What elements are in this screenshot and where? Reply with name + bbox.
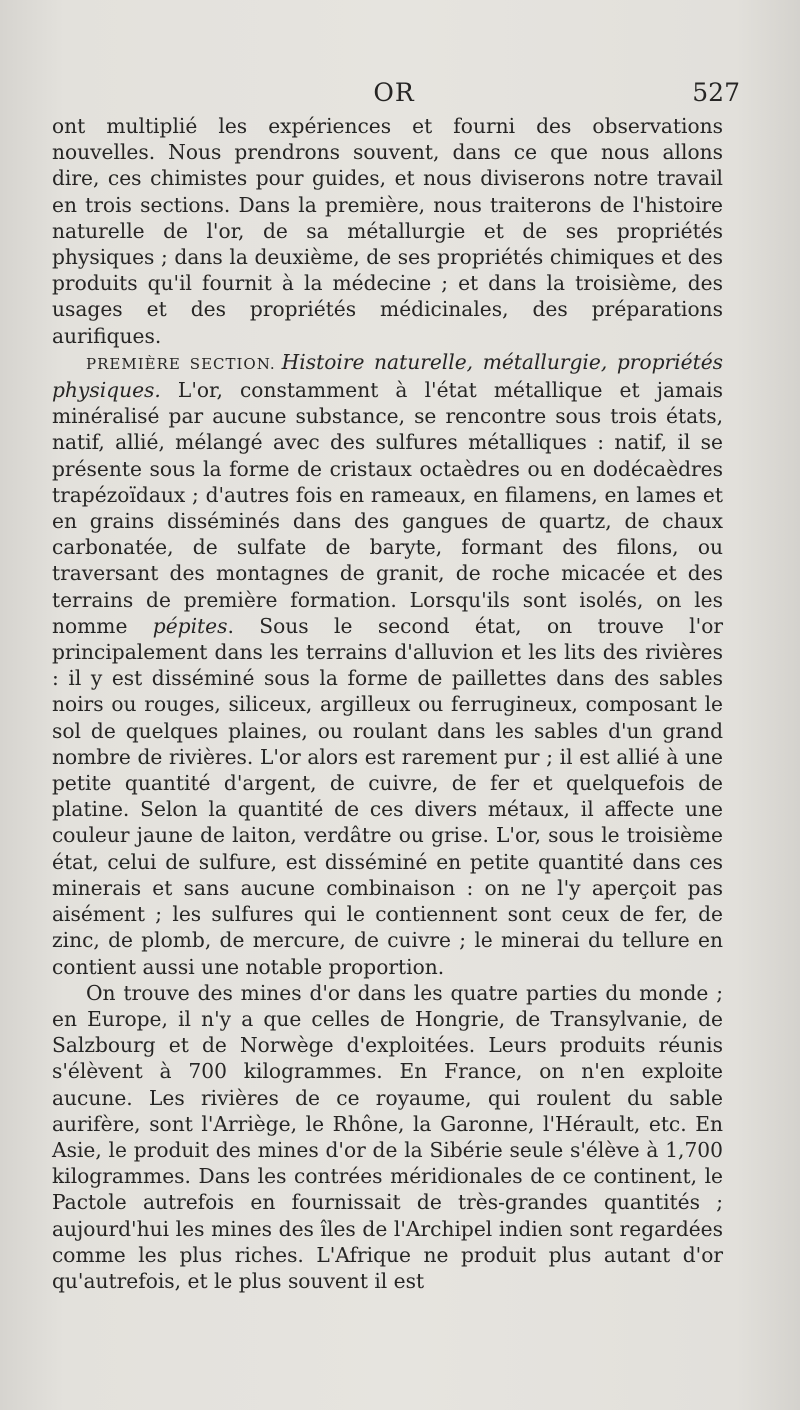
page-number: 527 [692, 78, 740, 107]
paragraph-section-1 [52, 349, 723, 980]
section-title: Histoire naturelle, métallurgie, propriétés physiques. [52, 349, 724, 403]
section-label: PREMIÈRE SECTION. [86, 354, 276, 373]
page-header [48, 78, 740, 114]
body-text [52, 113, 723, 1294]
section-text-a: L'or, constamment à l'état métallique et jamais minéralisé par aucune substance, se rencontre sous trois états, natif, allié, mélangé avec des sulfures métalliques : natif, il se présente sous la forme de cristaux octaèdres ou en dodécaèdres trapézoïdaux ; d'autres fois en rameaux, en filamens, en lames et en grains disséminés dans des gangues de quartz, de chaux carbonatée, de sulfate de baryte, formant des filons, ou traversant des montagnes de granit, de roche micacée et des terrains de première formation. Lorsqu'ils sont isolés, on les nomme [52, 378, 723, 638]
running-head: OR [373, 78, 415, 107]
paragraph-1: ont multiplié les expériences et fourni des observations nouvelles. Nous prendrons souvent, dans ce que nous allons dire, ces chimistes pour guides, et nous diviserons notre travail en trois sections. Dans la première, nous traiterons de l'histoire naturelle de l'or, de sa métallurgie et de ses propriétés physiques ; dans la deuxième, de ses propriétés chimiques et des produits qu'il fournit à la médecine ; et dans la troisième, des usages et des propriétés médicinales, des préparations aurifiques. [52, 114, 723, 348]
paragraph-3: On trouve des mines d'or dans les quatre parties du monde ; en Europe, il n'y a que celles de Hongrie, de Transylvanie, de Salzbourg et de Norwège d'exploitées. Leurs produits réunis s'élèvent à 700 kilogrammes. En France, on n'en exploite aucune. Les rivières de ce royaume, qui roulent du sable aurifère, sont l'Arriège, le Rhône, la Garonne, l'Hérault, etc. En Asie, le produit des mines d'or de la Sibérie seule s'élève à 1,700 kilogrammes. Dans les contrées méridionales de ce continent, le Pactole autrefois en fournissait de très-grandes quantités ; aujourd'hui les mines des îles de l'Archipel indien sont regardées comme les plus riches. L'Afrique ne produit plus autant d'or qu'autrefois, et le plus souvent il est [52, 980, 723, 1293]
term-pepites: pépites [152, 613, 228, 638]
section-text-b: . Sous le second état, on trouve l'or principalement dans les terrains d'alluvion et les lits des rivières : il y est disséminé sous la forme de paillettes dans des sables noirs ou rouges, siliceux, argilleux ou ferrugineux, composant le sol de quelques plaines, ou roulant dans les sables d'un grand nombre de rivières. L'or alors est rarement pur ; il est allié à une petite quantité d'argent, de cuivre, de fer et quelquefois de platine. Selon la quantité de ces divers métaux, il affecte une couleur jaune de laiton, verdâtre ou grise. L'or, sous le troisième état, celui de sulfure, est disséminé en petite quantité dans ces minerais et sans aucune combinaison : on ne l'y aperçoit pas aisément ; les sulfures qui le contiennent sont ceux de fer, de zinc, de plomb, de mercure, de cuivre ; le minerai du tellure en contient aussi une notable proportion. [52, 613, 723, 979]
